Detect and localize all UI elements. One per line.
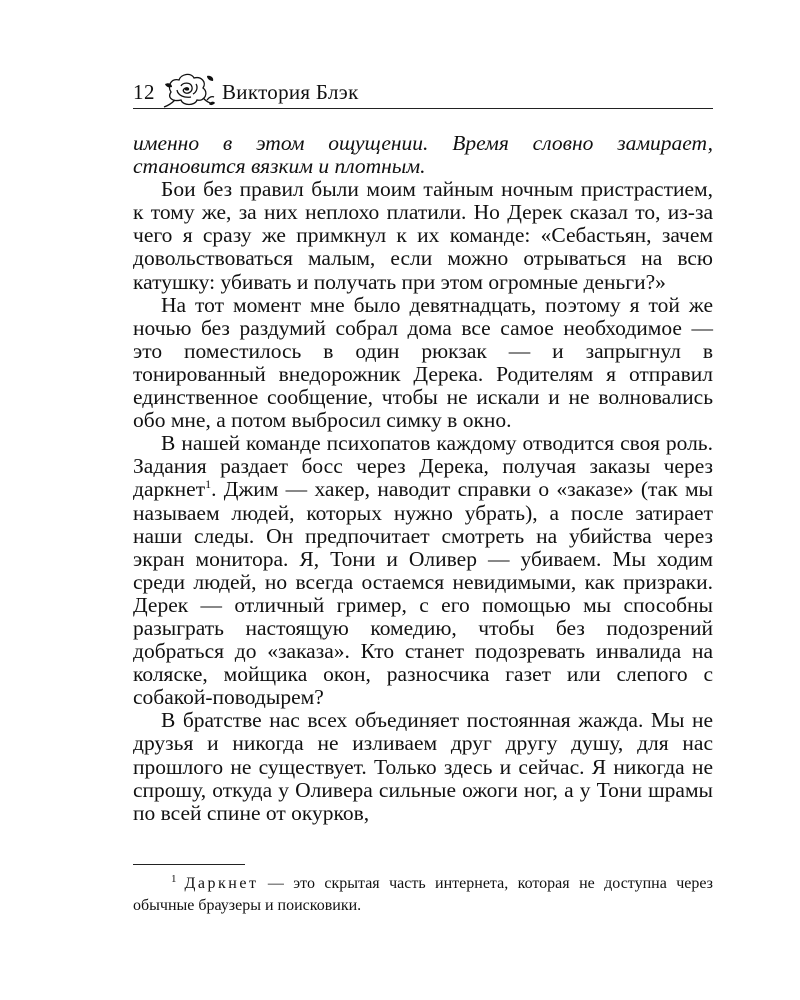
- footnote-text: — это скрытая часть интернета, которая не доступна через обычные браузеры и поисковики.: [133, 875, 713, 914]
- paragraph: На тот момент мне было девятнадцать, поэтому я той же ночью без раздумий собрал дома все самое необходимое — это поместилось в один рюкзак — и запрыгнул в тонированный внедорожник Дерека. Родителям я отправил единственное сообщение, чтобы не искали и не волновались обо мне, а потом выбросил симку в окно.: [133, 292, 713, 433]
- paragraph-continued: именно в этом ощущении. Время словно замирает, становится вязким и плотным.: [133, 131, 713, 179]
- footnote-rule: [133, 864, 245, 865]
- header-rule: [133, 108, 713, 109]
- page-number: 12: [133, 80, 155, 104]
- footnote-number: 1: [171, 872, 177, 885]
- paragraph: [133, 432, 713, 709]
- footnote: [133, 873, 713, 917]
- paragraph: В братстве нас всех объединяет постоянная жажда. Мы не друзья и никогда не изливаем друг другу душу, для нас прошлого не существует. Только здесь и сейчас. Я никогда не спрошу, откуда у Оливера сильные ожоги ног, а у Тони шрамы по всей спине от окурков,: [133, 708, 713, 825]
- paragraph-text: . Джим — хакер, наводит справки о «заказе» (так мы называем людей, которых нужно убрать), а после затирает наши следы. Он предпочитает смотреть на убийства через экран монитора. Я, Тони и Оливер — убиваем. Мы ходим среди людей, но всегда остаемся невидимыми, как призраки. Дерек — отличный гример, с его помощью мы способны разыграть настоящую комедию, чтобы без подозрений добраться до «заказа». Кто станет подозревать инвалида на коляске, мойщика окон, разносчика газет или слепого с собакой-поводырем?: [133, 477, 713, 710]
- footnote-term: Даркнет: [184, 875, 259, 892]
- paragraph: Бои без правил были моим тайным ночным пристрастием, к тому же, за них неплохо платили. Но Дерек сказал то, из-за чего я сразу же примкнул к их команде: «Себастьян, зачем довольствоваться малым, если можно отрываться на всю катушку: убивать и получать при этом огромные деньги?»: [133, 177, 713, 294]
- running-title: Виктория Блэк: [222, 80, 359, 104]
- page-header: [133, 70, 713, 108]
- rose-ornament-icon: [163, 70, 215, 110]
- footnote-reference[interactable]: 1: [205, 477, 212, 492]
- body-text: [133, 132, 713, 825]
- paragraph-text: В нашей команде психопатов каждому отводится своя роль. Задания раздает босс через Дерека, получая заказы через даркнет: [133, 431, 713, 502]
